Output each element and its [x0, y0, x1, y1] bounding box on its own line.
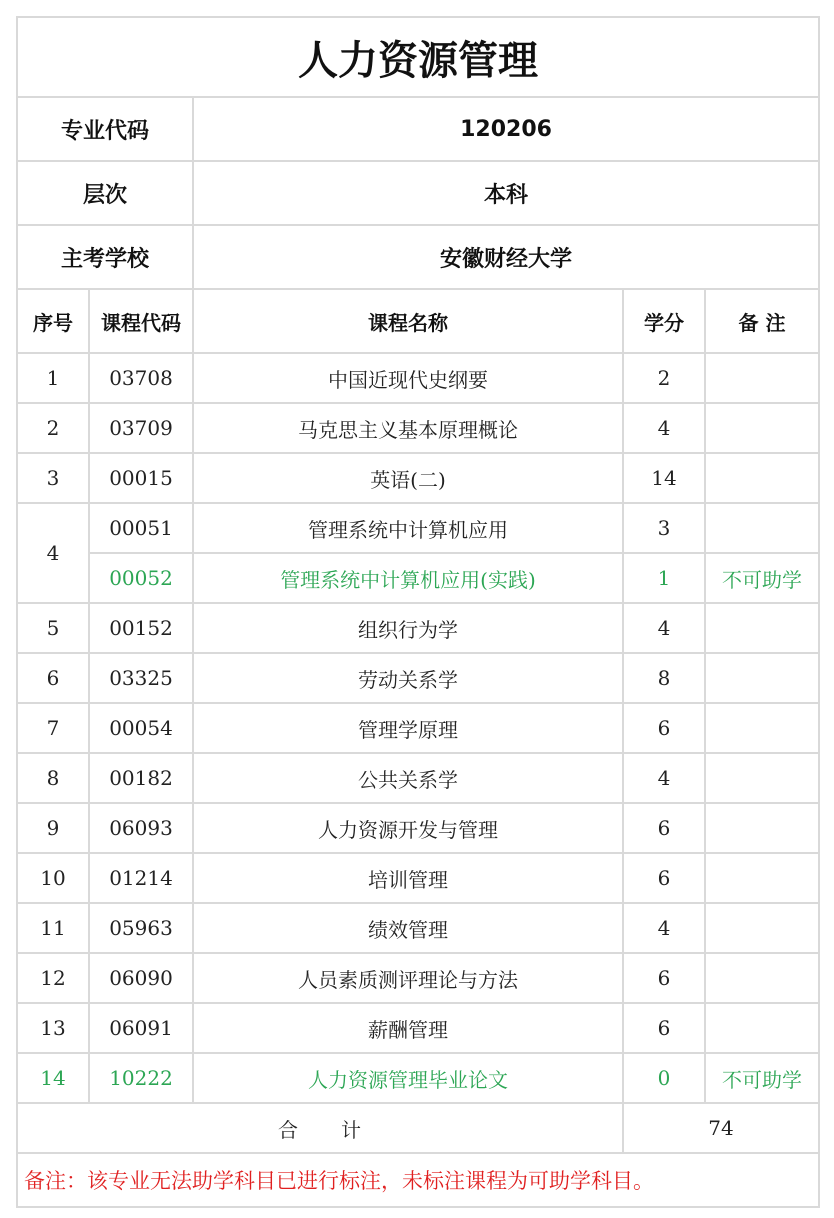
total-label-text: 合 计 [278, 1117, 362, 1142]
course-remark [705, 453, 819, 503]
row-index: 3 [17, 453, 89, 503]
row-index: 14 [17, 1053, 89, 1103]
course-credits: 4 [623, 903, 705, 953]
course-credits: 6 [623, 1003, 705, 1053]
course-name: 英语(二) [193, 453, 623, 503]
course-code: 06091 [89, 1003, 193, 1053]
course-credits: 4 [623, 603, 705, 653]
course-code: 10222 [89, 1053, 193, 1103]
course-name: 公共关系学 [193, 753, 623, 803]
course-credits: 3 [623, 503, 705, 553]
course-credits: 4 [623, 753, 705, 803]
row-index: 1 [17, 353, 89, 403]
course-code: 00054 [89, 703, 193, 753]
course-credits: 0 [623, 1053, 705, 1103]
course-name: 中国近现代史纲要 [193, 353, 623, 403]
course-name: 人力资源管理毕业论文 [193, 1053, 623, 1103]
course-credits: 4 [623, 403, 705, 453]
course-name: 管理学原理 [193, 703, 623, 753]
page-title: 人力资源管理 [17, 17, 819, 97]
total-value: 74 [623, 1103, 819, 1153]
course-remark [705, 653, 819, 703]
table-row [17, 453, 819, 503]
course-name: 组织行为学 [193, 603, 623, 653]
course-code: 00052 [89, 553, 193, 603]
row-index: 7 [17, 703, 89, 753]
row-index: 9 [17, 803, 89, 853]
course-code: 00015 [89, 453, 193, 503]
course-code: 03325 [89, 653, 193, 703]
course-credits: 6 [623, 703, 705, 753]
table-row [17, 753, 819, 803]
course-remark [705, 603, 819, 653]
row-index: 2 [17, 403, 89, 453]
course-credits: 14 [623, 453, 705, 503]
course-code: 06093 [89, 803, 193, 853]
course-code: 00182 [89, 753, 193, 803]
course-code: 00051 [89, 503, 193, 553]
course-credits: 1 [623, 553, 705, 603]
total-label [17, 1103, 623, 1153]
course-code: 03709 [89, 403, 193, 453]
course-code: 03708 [89, 353, 193, 403]
course-name: 劳动关系学 [193, 653, 623, 703]
table-row [17, 703, 819, 753]
table-row [17, 503, 819, 553]
course-name: 人员素质测评理论与方法 [193, 953, 623, 1003]
course-remark: 不可助学 [705, 1053, 819, 1103]
row-index: 11 [17, 903, 89, 953]
table-row [17, 853, 819, 903]
course-remark [705, 903, 819, 953]
header-credits: 学分 [623, 289, 705, 353]
info-value-level: 本科 [193, 161, 819, 225]
table-row [17, 1053, 819, 1103]
course-remark [705, 853, 819, 903]
course-remark [705, 753, 819, 803]
info-value-major-code: 120206 [193, 97, 819, 161]
table-row [17, 353, 819, 403]
table-row [17, 653, 819, 703]
course-remark [705, 503, 819, 553]
row-index: 6 [17, 653, 89, 703]
course-code: 05963 [89, 903, 193, 953]
row-index: 12 [17, 953, 89, 1003]
info-label-level: 层次 [17, 161, 193, 225]
course-code: 00152 [89, 603, 193, 653]
course-remark [705, 403, 819, 453]
table-row [17, 953, 819, 1003]
table-row [17, 903, 819, 953]
course-remark: 不可助学 [705, 553, 819, 603]
course-name: 薪酬管理 [193, 1003, 623, 1053]
row-index: 5 [17, 603, 89, 653]
course-name: 马克思主义基本原理概论 [193, 403, 623, 453]
course-remark [705, 703, 819, 753]
course-remark [705, 953, 819, 1003]
info-label-major-code: 专业代码 [17, 97, 193, 161]
course-remark [705, 353, 819, 403]
table-row [17, 1003, 819, 1053]
table-row [17, 403, 819, 453]
course-remark [705, 803, 819, 853]
row-index: 8 [17, 753, 89, 803]
info-row-school [17, 225, 819, 289]
course-credits: 8 [623, 653, 705, 703]
table-row [17, 603, 819, 653]
header-index: 序号 [17, 289, 89, 353]
header-code: 课程代码 [89, 289, 193, 353]
footnote: 备注：该专业无法助学科目已进行标注，未标注课程为可助学科目。 [17, 1153, 819, 1207]
header-name: 课程名称 [193, 289, 623, 353]
row-index: 4 [17, 503, 89, 603]
header-row [17, 289, 819, 353]
info-value-school: 安徽财经大学 [193, 225, 819, 289]
table-row [17, 553, 819, 603]
course-name: 管理系统中计算机应用(实践) [193, 553, 623, 603]
info-label-school: 主考学校 [17, 225, 193, 289]
course-code: 01214 [89, 853, 193, 903]
title-row [17, 17, 819, 97]
course-credits: 6 [623, 953, 705, 1003]
total-row [17, 1103, 819, 1153]
course-credits: 6 [623, 803, 705, 853]
course-name: 管理系统中计算机应用 [193, 503, 623, 553]
info-row-level [17, 161, 819, 225]
course-credits: 2 [623, 353, 705, 403]
course-remark [705, 1003, 819, 1053]
header-remark: 备 注 [705, 289, 819, 353]
info-row-major-code [17, 97, 819, 161]
course-name: 培训管理 [193, 853, 623, 903]
course-credits: 6 [623, 853, 705, 903]
row-index: 10 [17, 853, 89, 903]
row-index: 13 [17, 1003, 89, 1053]
table-row [17, 803, 819, 853]
course-name: 人力资源开发与管理 [193, 803, 623, 853]
curriculum-table [16, 16, 820, 1208]
note-row [17, 1153, 819, 1207]
course-name: 绩效管理 [193, 903, 623, 953]
course-code: 06090 [89, 953, 193, 1003]
